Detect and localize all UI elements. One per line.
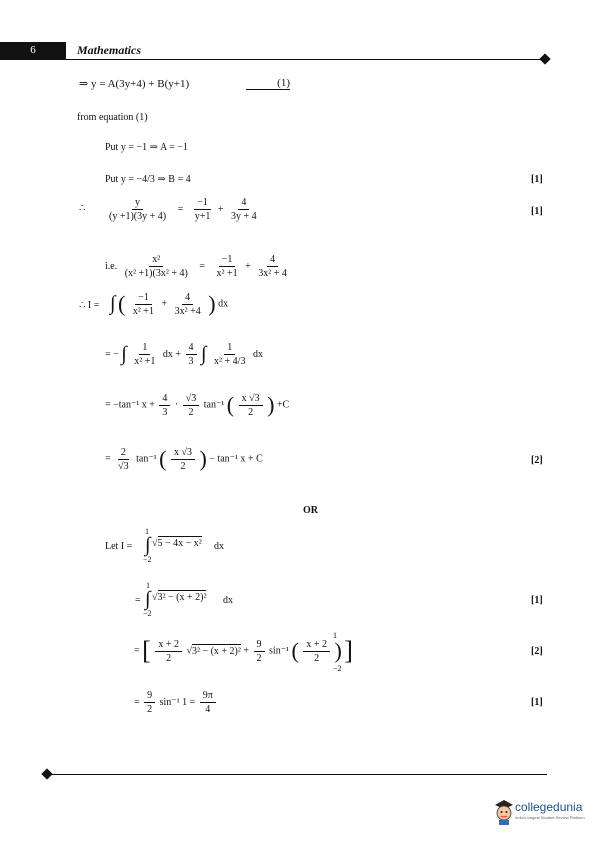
fraction	[228, 197, 260, 222]
footer-rule	[47, 774, 547, 775]
numerator: 9	[254, 639, 265, 652]
equals: = −	[105, 349, 119, 360]
denominator: 2	[188, 406, 194, 418]
fraction	[171, 447, 195, 472]
partial-fraction-x	[105, 254, 292, 279]
collegedunia-logo: collegedunia	[515, 800, 583, 814]
radicand: 3² − (x + 2)²	[191, 645, 241, 657]
denominator: 2	[147, 704, 153, 715]
denominator: 4	[205, 704, 211, 715]
radicand: 5 − 4x − x²	[157, 538, 202, 549]
plus: +	[243, 645, 250, 657]
page-title: Mathematics	[77, 43, 142, 57]
fraction	[255, 254, 290, 279]
tan-inverse: tan⁻¹	[136, 453, 157, 465]
partial-fraction-y	[104, 197, 262, 222]
ie-label: i.e.	[105, 261, 118, 272]
constant: +C	[276, 399, 290, 411]
denominator: 2	[248, 406, 254, 418]
denominator: 3x² +4	[174, 305, 201, 317]
denominator: x² +1	[216, 268, 238, 279]
dx: dx	[218, 298, 229, 310]
fraction	[115, 447, 132, 472]
fraction	[131, 342, 158, 367]
fraction	[192, 197, 214, 222]
let-i-label: Let I =	[105, 541, 133, 552]
marks-4: [1]	[531, 595, 543, 606]
denominator: x² + 4/3	[214, 356, 246, 367]
denominator: 3y + 4	[231, 211, 257, 222]
fraction	[106, 197, 169, 222]
fraction	[200, 690, 216, 715]
logo-tagline: India's largest Student Review Platform	[515, 815, 585, 820]
numerator: √3	[183, 393, 200, 406]
numerator: 1	[139, 342, 150, 355]
radical: √5 − 4x − x²	[152, 538, 202, 549]
collegedunia-logo-icon	[494, 797, 514, 825]
integral-sign: ∫	[121, 343, 127, 365]
equation-1: ⇒ y = A(3y+4) + B(y+1)	[79, 78, 190, 90]
numerator: x √3	[171, 447, 195, 460]
radical: √3² − (x + 2)²	[186, 645, 241, 657]
definite-evaluation: = [ $\frac{x + 2}{2}$ √3² − (x + 2)² + $\frac{9}{2}$ sin⁻¹ ( $\frac{x + 2}{2}$ ) ]	[134, 636, 353, 665]
fraction	[186, 342, 197, 367]
header-rule	[0, 59, 543, 60]
integral-sign: ∫	[145, 534, 151, 556]
numerator: y	[132, 197, 143, 210]
term: − tan⁻¹ x + C	[209, 453, 263, 465]
denominator: (y +1)(3y + 4)	[109, 211, 167, 222]
equals: =	[134, 645, 140, 657]
radical: √3² − (x + 2)²	[152, 592, 207, 603]
integral-setup-label: ∴ I =	[79, 300, 100, 311]
plus: +	[245, 260, 251, 272]
dx: dx +	[162, 349, 182, 360]
denominator: √3	[118, 460, 129, 472]
integral-split	[105, 342, 263, 367]
integral-sign: ∫	[110, 292, 116, 315]
numerator: x + 2	[155, 639, 182, 652]
denominator: 2	[314, 652, 320, 664]
fraction	[211, 342, 248, 367]
denominator: 3	[162, 406, 168, 418]
fraction	[172, 292, 204, 317]
marks-3: [2]	[531, 455, 543, 466]
equals: =	[177, 203, 184, 215]
lower-limit: −2	[333, 664, 342, 673]
plus: +	[161, 298, 168, 310]
fraction	[130, 292, 157, 317]
fraction	[239, 393, 263, 418]
sin-inverse: sin⁻¹	[269, 645, 289, 657]
numerator: 4	[186, 342, 197, 355]
numerator: x²	[149, 254, 163, 267]
upper-limit: 1	[145, 527, 149, 536]
put-y-neg4-3: Put y = −4/3 ⇒ B = 4	[105, 174, 191, 185]
integral-setup: ∫ ( $\frac{-1}{\text{x² +1}}$ + $\frac{4}{\text{3x² +4}}$ ) dx	[110, 291, 229, 317]
integral-result: = −tan⁻¹ x + $\frac{4}{3}$ · $\frac{√3}{2}$ tan⁻¹ ( $\frac{x √3}{2}$ ) +C	[105, 392, 290, 418]
numerator: 4	[182, 292, 193, 305]
denominator: x² +1	[134, 356, 156, 367]
tan-inverse: tan⁻¹	[203, 399, 225, 411]
fraction	[254, 639, 265, 664]
fraction	[122, 254, 191, 279]
numerator: −1	[135, 292, 152, 305]
numerator: 4	[159, 393, 170, 406]
final-result: = $\frac{2}{√3}$ tan⁻¹ ( $\frac{x √3}{2}$ ) − tan⁻¹ x + C	[105, 446, 263, 472]
therefore-symbol: ∴	[79, 203, 86, 214]
denominator: 2	[166, 652, 172, 664]
numerator: 9	[144, 690, 155, 703]
page-number: 6	[0, 42, 66, 59]
numerator: 4	[267, 254, 278, 267]
dx: dx	[214, 541, 224, 552]
marks-5: [2]	[531, 646, 543, 657]
numerator: 9π	[200, 690, 216, 703]
fraction	[303, 639, 330, 664]
dot: ·	[174, 399, 179, 411]
marks-6: [1]	[531, 697, 543, 708]
marks-1: [1]	[531, 174, 543, 185]
denominator: y+1	[194, 211, 211, 222]
upper-limit: 1	[333, 631, 337, 640]
denominator: x² +1	[132, 305, 154, 317]
denominator: 3x² + 4	[258, 268, 287, 279]
from-equation: from equation (1)	[77, 112, 148, 123]
numerator: 4	[238, 197, 249, 210]
numerator: −1	[194, 197, 211, 210]
equation-1-ref: (1)	[246, 77, 290, 90]
denominator: 2	[256, 652, 262, 664]
header-diamond	[539, 53, 550, 64]
equals: =	[135, 595, 141, 606]
fraction	[183, 393, 200, 418]
dx: dx	[252, 349, 263, 360]
plus: +	[217, 203, 224, 215]
denominator: 2	[180, 460, 186, 472]
fraction	[159, 393, 170, 418]
integral-sign: ∫	[145, 588, 151, 610]
denominator: 3	[188, 356, 194, 367]
fraction	[155, 639, 182, 664]
fraction	[144, 690, 155, 715]
term: = −tan⁻¹ x +	[105, 399, 155, 411]
numerator: x √3	[239, 393, 263, 406]
equals: =	[134, 697, 140, 708]
integral-sign: ∫	[201, 343, 207, 365]
lower-limit: −2	[143, 609, 152, 618]
upper-limit: 1	[146, 581, 150, 590]
equals: =	[105, 453, 111, 465]
sin-inverse: sin⁻¹ 1 =	[159, 697, 196, 708]
numerator: −1	[219, 254, 236, 267]
dx: dx	[223, 595, 233, 606]
or-separator: OR	[303, 505, 318, 516]
numerator: 2	[118, 447, 129, 460]
denominator: (x² +1)(3x² + 4)	[124, 268, 188, 279]
lower-limit: −2	[143, 555, 152, 564]
fraction	[213, 254, 240, 279]
radicand: 3² − (x + 2)²	[157, 592, 207, 603]
equals: =	[199, 260, 205, 272]
put-y-neg1: Put y = −1 ⇒ A = −1	[105, 142, 188, 153]
final-answer	[134, 690, 218, 715]
numerator: 1	[224, 342, 235, 355]
marks-2: [1]	[531, 206, 543, 217]
numerator: x + 2	[303, 639, 330, 652]
